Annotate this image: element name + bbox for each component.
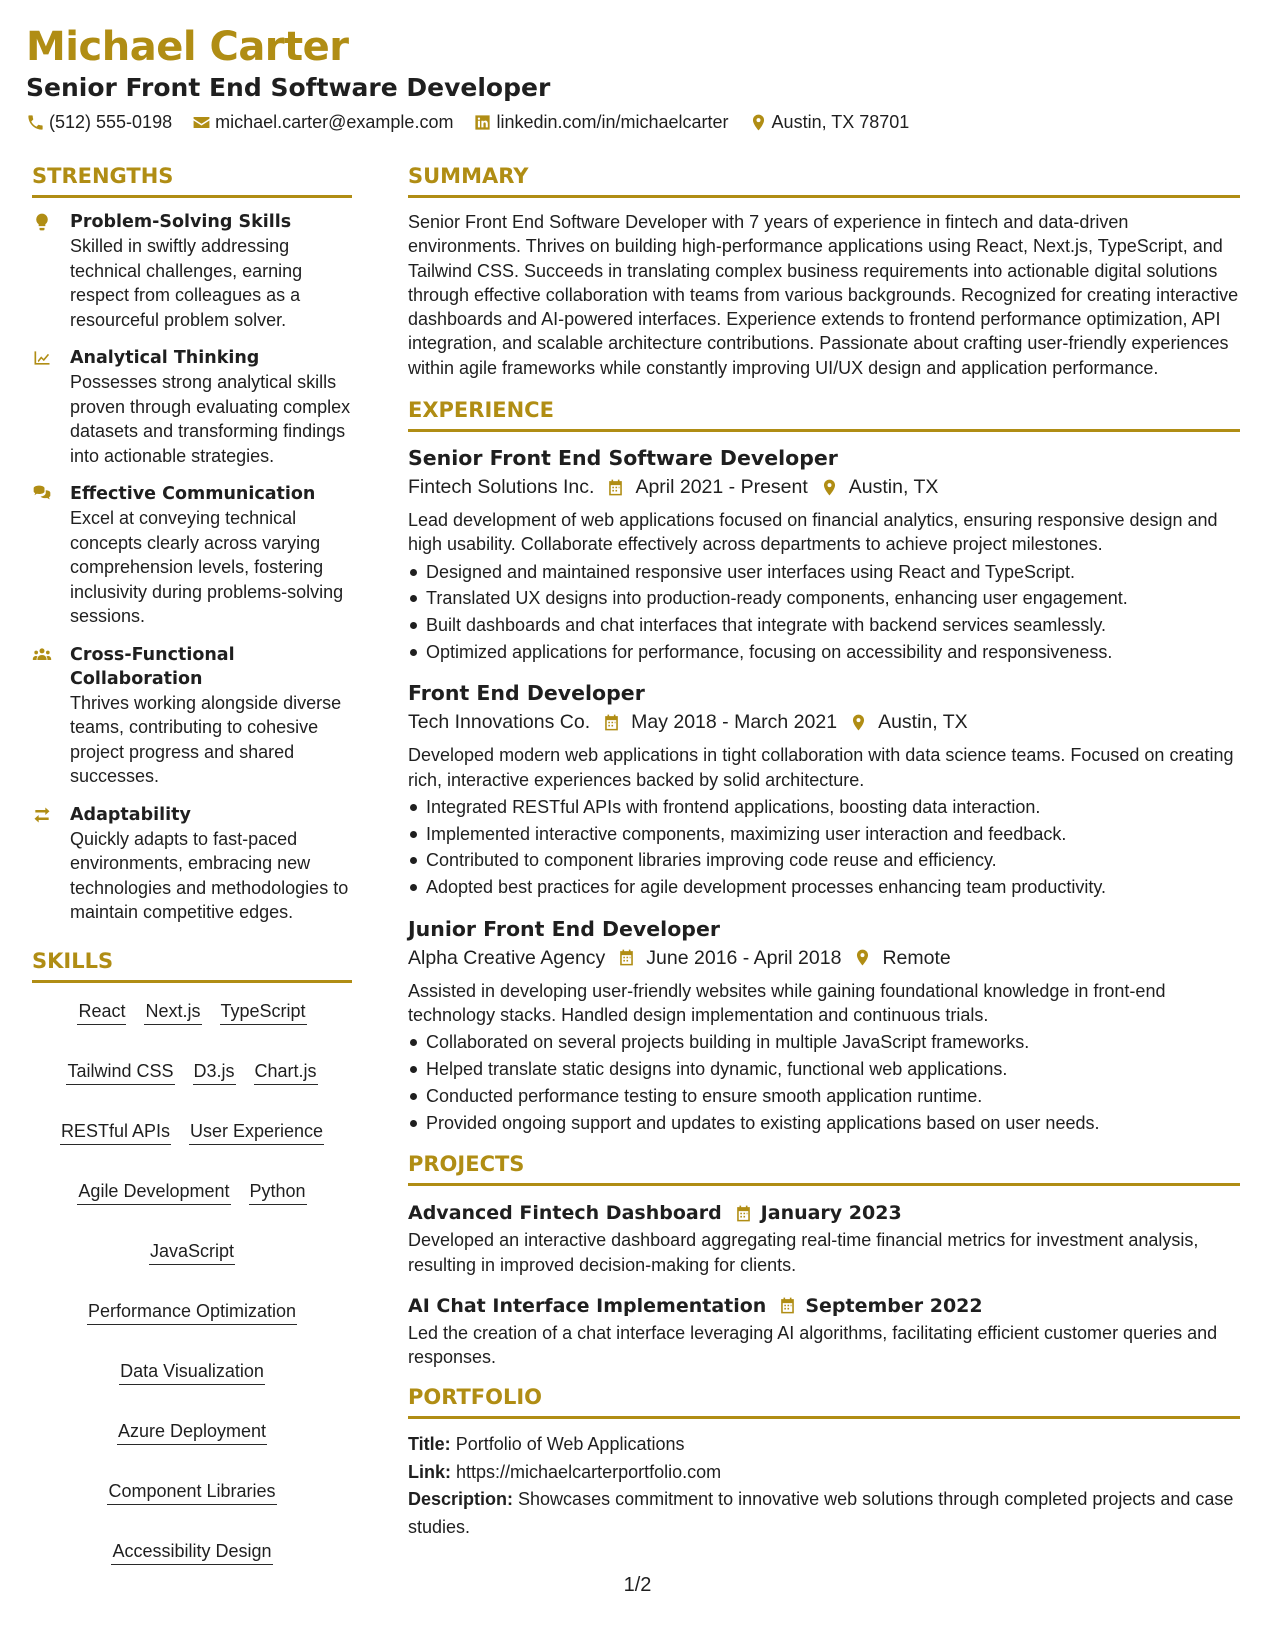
portfolio-link-line <box>408 1459 1240 1487</box>
skills-list <box>32 995 352 1565</box>
map-pin-icon <box>820 478 839 497</box>
skill-tag: Tailwind CSS <box>66 1059 174 1085</box>
skill-tag: Chart.js <box>254 1059 318 1085</box>
skill-tag: JavaScript <box>149 1239 235 1265</box>
resume-header <box>26 22 1246 133</box>
candidate-name: Michael Carter <box>26 24 349 70</box>
job-bullet: Provided ongoing support and updates to existing applications based on user needs. <box>408 1110 1240 1137</box>
job-company: Fintech Solutions Inc. <box>408 476 595 499</box>
right-column <box>408 162 1240 1541</box>
job-bullet: Contributed to component libraries improving code reuse and efficiency. <box>408 847 1240 874</box>
map-pin-icon <box>749 113 768 132</box>
skill-tag: Azure Deployment <box>117 1419 267 1445</box>
portfolio-desc-value: Showcases commitment to innovative web solutions through completed projects and case studies. <box>408 1489 1234 1537</box>
skill-tag: Python <box>249 1179 307 1205</box>
project-header <box>408 1291 1240 1321</box>
portfolio-desc-line <box>408 1486 1240 1541</box>
job-entry <box>408 679 1240 900</box>
strength-desc: Thrives working alongside diverse teams, contributing to cohesive project progress and shared successes. <box>70 692 342 786</box>
job-bullet: Designed and maintained responsive user interfaces using React and TypeScript. <box>408 559 1240 586</box>
strength-item <box>32 346 352 468</box>
job-title: Senior Front End Software Developer <box>408 446 838 471</box>
job-bullet: Collaborated on several projects building in multiple JavaScript frameworks. <box>408 1029 1240 1056</box>
skill-tag: D3.js <box>193 1059 236 1085</box>
job-title: Junior Front End Developer <box>408 916 720 941</box>
lightbulb-icon <box>32 212 52 232</box>
project-title: Advanced Fintech Dashboard <box>408 1202 722 1225</box>
strength-title: Analytical Thinking <box>70 348 260 368</box>
strength-item <box>32 482 352 629</box>
job-company: Alpha Creative Agency <box>408 946 606 969</box>
job-title: Front End Developer <box>408 681 645 706</box>
skill-tag: Accessibility Design <box>111 1539 272 1565</box>
job-bullets <box>408 559 1240 666</box>
job-bullet: Translated UX designs into production-ready components, enhancing user engagement. <box>408 585 1240 612</box>
strength-item <box>32 210 352 332</box>
comments-icon <box>32 484 52 504</box>
skill-tag: Agile Development <box>77 1179 230 1205</box>
linkedin-icon <box>473 113 492 132</box>
job-desc: Developed modern web applications in tight collaboration with data science teams. Focused on creating rich, interactive experiences backed by solid architecture. <box>408 745 1234 790</box>
envelope-icon <box>192 113 211 132</box>
skill-tag: Next.js <box>144 999 201 1025</box>
phone-icon <box>26 113 45 132</box>
summary-heading: SUMMARY <box>408 162 1240 198</box>
job-bullets <box>408 794 1240 901</box>
strength-title: Adaptability <box>70 804 191 825</box>
job-dates: June 2016 - April 2018 <box>646 946 842 969</box>
phone-text: (512) 555-0198 <box>49 112 173 132</box>
job-entry <box>408 444 1240 665</box>
project-entry <box>408 1291 1240 1370</box>
project-desc: Developed an interactive dashboard aggregating real-time financial metrics for investment analysis, resulting in improved decision-making for clients. <box>408 1230 1199 1275</box>
skill-tag: User Experience <box>189 1119 324 1145</box>
job-bullet: Optimized applications for performance, focusing on accessibility and responsiveness. <box>408 639 1240 666</box>
portfolio-title-label: Title: <box>408 1434 451 1455</box>
skills-heading: SKILLS <box>32 947 352 983</box>
job-bullet: Integrated RESTful APIs with frontend applications, boosting data interaction. <box>408 794 1240 821</box>
project-entry <box>408 1198 1240 1277</box>
contact-bar <box>26 112 1246 133</box>
contact-email[interactable] <box>192 112 453 133</box>
skill-tag: Performance Optimization <box>87 1299 297 1325</box>
exchange-arrows-icon <box>32 805 52 825</box>
strength-item <box>32 803 352 925</box>
job-bullet: Helped translate static designs into dynamic, functional web applications. <box>408 1056 1240 1083</box>
chart-line-icon <box>32 348 52 368</box>
job-meta <box>408 707 1240 737</box>
page-number: 1/2 <box>623 1574 652 1596</box>
strength-title: Effective Communication <box>70 484 316 504</box>
calendar-icon <box>617 948 636 967</box>
contact-location <box>749 112 910 133</box>
job-bullet: Built dashboards and chat interfaces that integrate with backend services seamlessly. <box>408 612 1240 639</box>
job-meta <box>408 472 1240 502</box>
portfolio-link[interactable]: https://michaelcarterportfolio.com <box>456 1461 722 1482</box>
job-location: Remote <box>882 946 951 969</box>
job-meta <box>408 943 1240 973</box>
project-header <box>408 1198 1240 1228</box>
job-bullet: Implemented interactive components, maximizing user interaction and feedback. <box>408 821 1240 848</box>
job-desc: Lead development of web applications focused on financial analytics, ensuring responsive design and high usability. Collaborate effectively across departments to achieve project milestones. <box>408 510 1218 555</box>
job-dates: May 2018 - March 2021 <box>631 711 838 734</box>
strengths-heading: STRENGTHS <box>32 162 352 198</box>
portfolio-link-label: Link: <box>408 1461 451 1482</box>
calendar-icon <box>606 478 625 497</box>
candidate-title: Senior Front End Software Developer <box>26 73 551 102</box>
users-icon <box>32 645 52 665</box>
project-date: September 2022 <box>805 1294 983 1317</box>
skill-tag: RESTful APIs <box>60 1119 171 1145</box>
project-title: AI Chat Interface Implementation <box>408 1294 767 1317</box>
portfolio-title-value: Portfolio of Web Applications <box>455 1434 685 1455</box>
linkedin-text[interactable]: linkedin.com/in/michaelcarter <box>496 112 729 132</box>
job-company: Tech Innovations Co. <box>408 711 591 734</box>
portfolio-title-line <box>408 1431 1240 1459</box>
job-bullet: Conducted performance testing to ensure smooth application runtime. <box>408 1083 1240 1110</box>
strength-item <box>32 643 352 789</box>
job-bullets <box>408 1029 1240 1136</box>
job-location: Austin, TX <box>878 711 968 734</box>
summary-text: Senior Front End Software Developer with 7 years of experience in fintech and data-driven environments. Thrives on building high-performance applications using React, Next.js, TypeScript, and Tailwind CSS. Succeeds in translating complex business requirements into actionable digital solutions through effective collaboration with teams from various backgrounds. Recognized for creating interactive dashboards and AI-powered interfaces. Experience extends to frontend performance optimization, API integration, and scalable architecture contributions. Passionate about crafting user-friendly experiences within agile frameworks while constantly improving UI/UX design and application performance. <box>408 212 1239 378</box>
left-column <box>32 162 352 1565</box>
skill-tag: TypeScript <box>220 999 307 1025</box>
contact-linkedin[interactable] <box>473 112 728 133</box>
skill-tag: Data Visualization <box>119 1359 265 1385</box>
strength-title: Problem-Solving Skills <box>70 212 292 232</box>
job-location: Austin, TX <box>848 476 939 499</box>
portfolio-heading: PORTFOLIO <box>408 1383 1240 1419</box>
strength-desc: Excel at conveying technical concepts clearly across varying comprehension levels, fostering inclusivity during problems-solving sessions. <box>70 508 344 626</box>
strength-desc: Skilled in swiftly addressing technical challenges, earning respect from colleagues as a resourceful problem solver. <box>70 236 303 330</box>
portfolio-desc-label: Description: <box>408 1489 514 1510</box>
strength-desc: Possesses strong analytical skills proven through evaluating complex datasets and transforming findings into actionable strategies. <box>70 372 351 466</box>
calendar-icon <box>778 1296 797 1315</box>
job-dates: April 2021 - Present <box>635 476 808 499</box>
map-pin-icon <box>853 948 872 967</box>
project-desc: Led the creation of a chat interface leveraging AI algorithms, facilitating efficient customer queries and responses. <box>408 1322 1218 1368</box>
strength-desc: Quickly adapts to fast-paced environments, embracing new technologies and methodologies to maintain competitive edges. <box>70 828 349 922</box>
contact-phone <box>26 112 172 133</box>
skill-tag: React <box>77 999 126 1025</box>
projects-heading: PROJECTS <box>408 1150 1240 1186</box>
calendar-icon <box>734 1204 753 1223</box>
job-entry <box>408 915 1240 1136</box>
job-bullet: Adopted best practices for agile development processes enhancing team productivity. <box>408 874 1240 901</box>
job-desc: Assisted in developing user-friendly websites while gaining foundational knowledge in front-end technology stacks. Handled design implementation and continuous trials. <box>408 980 1166 1026</box>
strength-title: Cross-Functional Collaboration <box>70 644 235 689</box>
skill-tag: Component Libraries <box>107 1479 276 1505</box>
map-pin-icon <box>849 713 868 732</box>
calendar-icon <box>602 713 621 732</box>
project-date: January 2023 <box>760 1202 902 1225</box>
experience-heading: EXPERIENCE <box>408 396 1240 432</box>
email-text[interactable]: michael.carter@example.com <box>215 112 454 132</box>
location-text: Austin, TX 78701 <box>771 112 910 132</box>
